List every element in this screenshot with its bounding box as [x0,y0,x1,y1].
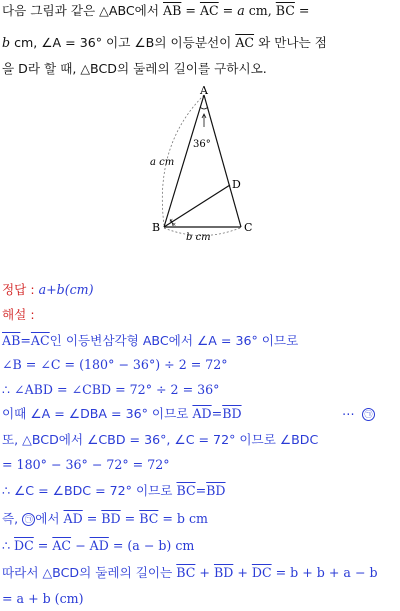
solution-line-5: 또, △BCD에서 ∠CBD = 36°, ∠C = 72° 이므로 ∠BDC [2,432,319,447]
vertex-b-label: B [152,221,161,234]
problem-line-3: 을 D라 할 때, △BCD의 둘레의 길이를 구하시오. [2,61,267,76]
answer-line [2,282,398,298]
bisector-bd [164,185,230,227]
answer-value: a+b(cm) [38,282,94,297]
triangle-figure [120,85,290,245]
problem-line-1: 다음 그림과 같은 △ABC에서 $\overline{AB} = \overline{AC} = a$ cm, $\overline{BC}$ = [2,3,310,18]
vertex-a-label: A [200,85,208,97]
angle-a-arc [200,107,208,109]
solution-line-1: $\overline{AB}=\overline{AC}$인 이등변삼각형 ABC에서 ∠A = 36° 이므로 [2,333,299,348]
side-a-label: a cm [150,157,175,168]
angle-b-tick-2: × [172,222,177,228]
side-ac [204,95,241,227]
solution-line-9: ∴ $\overline{DC} = \overline{AC} - \overline{AD} = (a - b)$ cm [2,538,195,553]
solution-line-2: ∠B = ∠C = (180° − 36°) ÷ 2 = 72° [2,357,228,372]
circle-mark-2: ㉠ [22,513,35,526]
answer-label: 정답 : [2,282,39,297]
solution-line-8: 즉, ㉠ 에서 $\overline{AD} = \overline{BD} = \overline{BC} = b$ cm [2,511,208,526]
solution-line-7: ∴ ∠C = ∠BDC = 72° 이므로 $\overline{BC}=\overline{BD}$ [2,483,226,498]
solution-line-10: 따라서 △BCD의 둘레의 길이는 $\overline{BC} + \overline{BD} + \overline{DC} = b + b + a - b$ [2,565,378,580]
side-b-label: b cm [186,232,211,243]
solution-line-6: = 180° − 36° − 72° = 72° [2,457,170,472]
solution-line-11: = a + b (cm) [2,591,84,606]
angle-b-tick-1: × [169,218,174,224]
vertex-d-label: D [232,178,241,191]
vertex-c-label: C [244,221,253,234]
problem-line-2: b cm, ∠A = 36° 이고 ∠B의 이등분선이 $\overline{AC}$ 와 만나는 점 [2,35,327,50]
circle-mark-1: ㉠ [362,408,375,421]
angle-a-label: 36° [193,139,211,150]
solution-label: 해설 : [2,307,35,322]
solution-line-4: 이때 ∠A = ∠DBA = 36° 이므로 $\overline{AD}=\overline{BD}$ ⋯ ㉠ [2,406,398,422]
solution-line-3: ∴ ∠ABD = ∠CBD = 72° ÷ 2 = 36° [2,382,220,397]
